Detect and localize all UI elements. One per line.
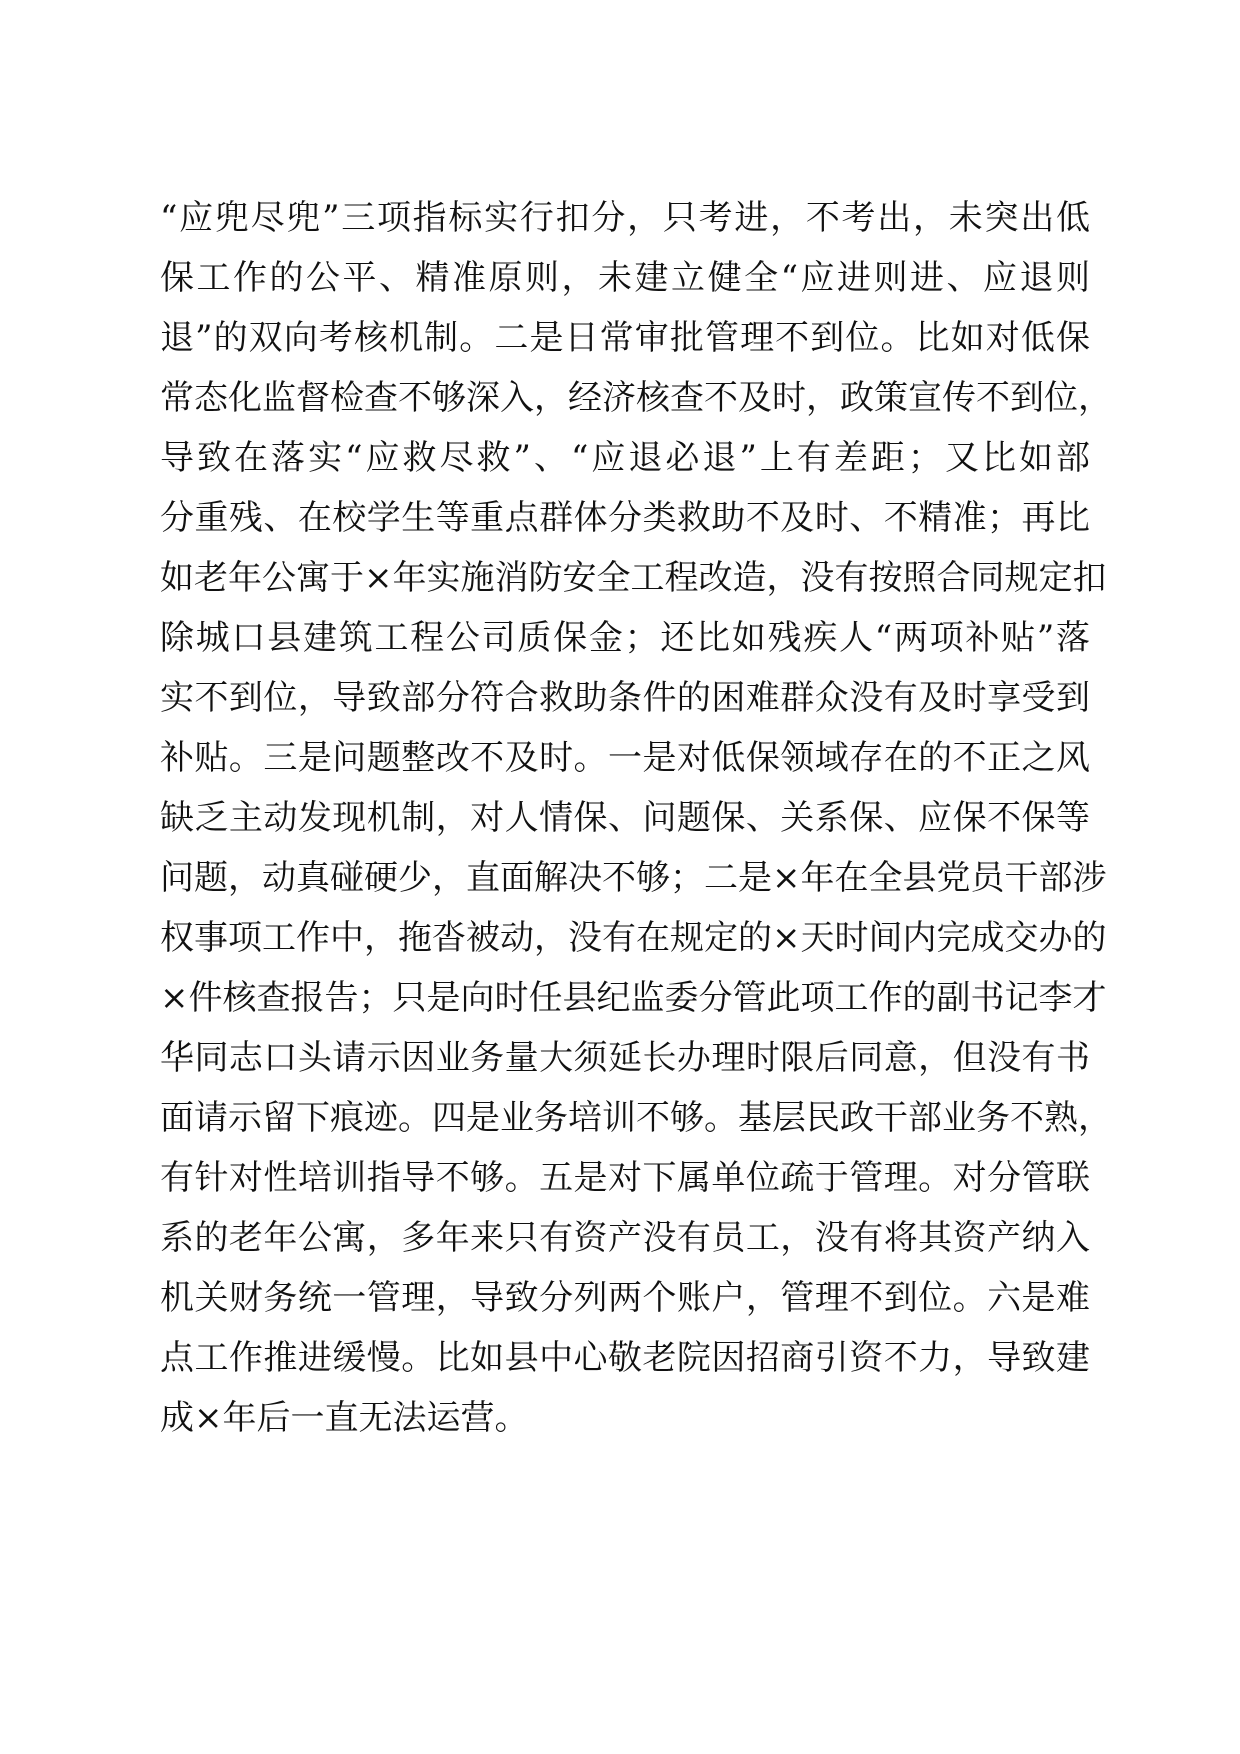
paragraph-line-16: 面请示留下痕迹。四是业务培训不够。基层民政干部业务不熟，	[160, 1098, 1112, 1138]
paragraph-line-3: 退”的双向考核机制。二是日常审批管理不到位。比如对低保	[160, 318, 1090, 358]
paragraph-line-6: 分重残、在校学生等重点群体分类救助不及时、不精准；再比	[160, 498, 1090, 538]
paragraph-line-9: 实不到位，导致部分符合救助条件的困难群众没有及时享受到	[160, 678, 1090, 718]
paragraph-line-8: 除城口县建筑工程公司质保金；还比如残疾人“两项补贴”落	[160, 618, 1090, 658]
paragraph-line-7: 如老年公寓于×年实施消防安全工程改造，没有按照合同规定扣	[160, 558, 1107, 598]
paragraph-line-13: 权事项工作中，拖沓被动，没有在规定的×天时间内完成交办的	[160, 918, 1107, 958]
paragraph-line-4: 常态化监督检查不够深入，经济核查不及时，政策宣传不到位，	[160, 378, 1112, 418]
paragraph-line-20: 点工作推进缓慢。比如县中心敬老院因招商引资不力，导致建	[160, 1338, 1090, 1378]
body-paragraph	[160, 188, 1112, 1448]
paragraph-line-21: 成×年后一直无法运营。	[160, 1398, 529, 1438]
paragraph-line-17: 有针对性培训指导不够。五是对下属单位疏于管理。对分管联	[160, 1158, 1090, 1198]
paragraph-line-15: 华同志口头请示因业务量大须延长办理时限后同意，但没有书	[160, 1038, 1090, 1078]
paragraph-line-14: ×件核查报告；只是向时任县纪监委分管此项工作的副书记李才	[160, 978, 1107, 1018]
paragraph-line-1: “应兜尽兜”三项指标实行扣分，只考进，不考出，未突出低	[160, 198, 1090, 238]
paragraph-line-11: 缺乏主动发现机制，对人情保、问题保、关系保、应保不保等	[160, 798, 1090, 838]
paragraph-line-19: 机关财务统一管理，导致分列两个账户，管理不到位。六是难	[160, 1278, 1090, 1318]
paragraph-line-2: 保工作的公平、精准原则，未建立健全“应进则进、应退则	[160, 258, 1090, 298]
paragraph-line-18: 系的老年公寓，多年来只有资产没有员工，没有将其资产纳入	[160, 1218, 1090, 1258]
paragraph-line-10: 补贴。三是问题整改不及时。一是对低保领域存在的不正之风	[160, 738, 1090, 778]
paragraph-line-5: 导致在落实“应救尽救”、“应退必退”上有差距；又比如部	[160, 438, 1090, 478]
paragraph-line-12: 问题，动真碰硬少，直面解决不够；二是×年在全县党员干部涉	[160, 858, 1107, 898]
